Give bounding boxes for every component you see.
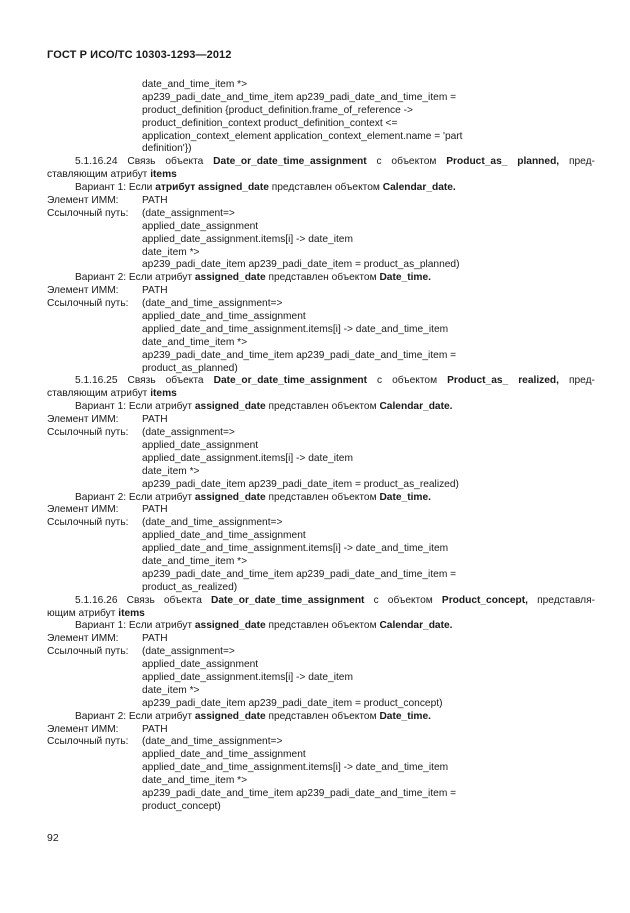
- heading-text: Связь объекта: [127, 375, 204, 387]
- attribute-name: assigned_date: [194, 710, 266, 722]
- heading-text: ставляющим атрибут: [47, 388, 148, 400]
- path-label: Ссылочный путь:: [47, 646, 129, 658]
- variant-text: представлен объектом: [268, 710, 377, 722]
- path-line: applied_date_and_time_assignment: [142, 530, 306, 542]
- mapping-sections: [47, 156, 595, 813]
- section-number: 5.1.16.26: [75, 594, 118, 606]
- attribute-name: items: [150, 169, 177, 181]
- object-name: Calendar_date.: [379, 620, 453, 632]
- attribute-name: assigned_date: [198, 182, 269, 194]
- variant-text: Вариант 1: Если атрибут: [75, 401, 193, 413]
- element-value: PATH: [142, 285, 168, 297]
- path-line: (date_assignment=>: [142, 207, 235, 219]
- document-body: [47, 79, 595, 814]
- heading-text: ставляющим атрибут: [47, 169, 148, 181]
- heading-text: с объектом: [377, 375, 438, 387]
- path-line: applied_date_and_time_assignment.items[i] -> date_and_time_item: [142, 543, 449, 555]
- attribute-name: assigned_date: [194, 491, 266, 503]
- variant-line: [47, 182, 595, 195]
- path-row: [47, 427, 595, 440]
- path-line: date_and_time_item *>: [142, 555, 248, 567]
- attribute-name: items: [150, 388, 177, 400]
- section-number: 5.1.16.24: [75, 156, 118, 168]
- path-row: [47, 208, 595, 221]
- path-row: [47, 517, 595, 530]
- path-label: Ссылочный путь:: [47, 427, 129, 439]
- path-line: ap239_padi_date_and_time_item ap239_padi_date_and_time_item =: [142, 568, 457, 580]
- path-line: date_item *>: [142, 465, 200, 477]
- section-heading-cont: [47, 388, 595, 401]
- element-row: [47, 414, 595, 427]
- path-line: date_and_time_item *>: [142, 775, 248, 787]
- attribute-name: assigned_date: [194, 272, 266, 284]
- element-row: [47, 195, 595, 208]
- object-name: Date_time.: [379, 710, 431, 722]
- element-label: Элемент ИММ:: [47, 285, 119, 297]
- attribute-name: assigned_date: [194, 620, 266, 632]
- section-heading: [47, 375, 595, 388]
- path-label: Ссылочный путь:: [47, 736, 129, 748]
- path-label: Ссылочный путь:: [47, 517, 129, 529]
- path-line: applied_date_and_time_assignment: [142, 749, 306, 761]
- heading-text: представля-: [537, 594, 595, 606]
- path-label: Ссылочный путь:: [47, 207, 129, 219]
- path-line: applied_date_and_time_assignment: [142, 311, 306, 323]
- path-line: applied_date_and_time_assignment.items[i] -> date_and_time_item: [142, 762, 449, 774]
- element-label: Элемент ИММ:: [47, 723, 119, 735]
- target-entity: Product_as_ planned,: [446, 156, 560, 168]
- path-line: product_as_planned): [142, 362, 238, 374]
- path-row: [47, 298, 595, 311]
- path-line: product_as_realized): [142, 581, 238, 593]
- path-line: ap239_padi_date_item ap239_padi_date_item = product_as_realized): [142, 478, 459, 490]
- path-line: applied_date_assignment: [142, 220, 259, 232]
- section-number: 5.1.16.25: [75, 375, 118, 387]
- element-value: PATH: [142, 504, 168, 516]
- path-line: (date_and_time_assignment=>: [142, 298, 283, 310]
- object-name: Date_time.: [379, 272, 431, 284]
- path-line: date_item *>: [142, 246, 200, 258]
- section-5-1-16-24: [47, 156, 595, 375]
- path-line: product_concept): [142, 800, 221, 812]
- variant-text: Вариант 2: Если атрибут: [75, 272, 193, 284]
- path-line: date_and_time_item *>: [142, 79, 248, 90]
- section-heading-cont: [47, 169, 595, 182]
- path-line: (date_assignment=>: [142, 646, 235, 658]
- attribute-word: атрибут: [155, 182, 196, 194]
- entity-name: Date_or_date_time_assignment: [213, 156, 367, 168]
- element-label: Элемент ИММ:: [47, 633, 119, 645]
- path-line: ap239_padi_date_and_time_item ap239_padi_date_and_time_item =: [142, 91, 457, 103]
- object-name: Calendar_date.: [379, 401, 453, 413]
- variant-line: [47, 711, 595, 724]
- element-label: Элемент ИММ:: [47, 504, 119, 516]
- heading-text: с объектом: [373, 594, 433, 606]
- object-name: Date_time.: [379, 491, 431, 503]
- element-value: PATH: [142, 414, 168, 426]
- variant-text: Вариант 1: Если: [75, 182, 153, 194]
- variant-text: представлен объектом: [268, 620, 377, 632]
- section-heading-cont: [47, 608, 595, 621]
- path-line: applied_date_assignment.items[i] -> date_item: [142, 233, 353, 245]
- heading-text: ющим атрибут: [47, 607, 116, 619]
- variant-text: представлен объектом: [271, 182, 380, 194]
- path-label: Ссылочный путь:: [47, 298, 129, 310]
- path-line: applied_date_assignment: [142, 439, 259, 451]
- path-line: (date_and_time_assignment=>: [142, 736, 283, 748]
- heading-text: пред-: [568, 375, 595, 387]
- path-row: [47, 736, 595, 749]
- path-line: product_definition_context product_definition_context <=: [142, 117, 398, 129]
- variant-text: Вариант 1: Если атрибут: [75, 620, 193, 632]
- element-label: Элемент ИММ:: [47, 414, 119, 426]
- path-line: product_definition {product_definition.frame_of_reference ->: [142, 104, 413, 116]
- element-row: [47, 504, 595, 517]
- path-line: applied_date_assignment: [142, 659, 259, 671]
- page-number: 92: [47, 832, 59, 844]
- attribute-name: assigned_date: [194, 401, 266, 413]
- element-row: [47, 633, 595, 646]
- path-line: ap239_padi_date_and_time_item ap239_padi_date_and_time_item =: [142, 349, 457, 361]
- section-heading: [47, 595, 595, 608]
- entity-name: Date_or_date_time_assignment: [213, 375, 368, 387]
- variant-text: представлен объектом: [268, 401, 377, 413]
- element-value: PATH: [142, 633, 168, 645]
- intro-mapping-block: [47, 79, 595, 156]
- target-entity: Product_concept,: [441, 594, 528, 606]
- variant-text: представлен объектом: [268, 272, 377, 284]
- variant-line: [47, 272, 595, 285]
- element-value: PATH: [142, 723, 168, 735]
- element-value: PATH: [142, 195, 168, 207]
- variant-text: Вариант 2: Если атрибут: [75, 491, 193, 503]
- target-entity: Product_as_ realized,: [447, 375, 559, 387]
- heading-text: пред-: [568, 156, 595, 168]
- variant-line: [47, 620, 595, 633]
- variant-line: [47, 401, 595, 414]
- path-line: ap239_padi_date_item ap239_padi_date_item = product_as_planned): [142, 259, 460, 271]
- section-heading: [47, 156, 595, 169]
- variant-line: [47, 492, 595, 505]
- variant-text: Вариант 2: Если атрибут: [75, 710, 193, 722]
- heading-text: Связь объекта: [127, 156, 204, 168]
- path-line: applied_date_assignment.items[i] -> date_item: [142, 452, 353, 464]
- path-line: application_context_element application_context_element.name = 'part: [142, 130, 463, 142]
- heading-text: с объектом: [376, 156, 437, 168]
- path-line: applied_date_assignment.items[i] -> date_item: [142, 671, 353, 683]
- path-line: (date_assignment=>: [142, 427, 235, 439]
- path-line: definition'}): [142, 143, 192, 155]
- object-name: Calendar_date.: [382, 182, 456, 194]
- section-5-1-16-25: [47, 375, 595, 594]
- element-label: Элемент ИММ:: [47, 195, 119, 207]
- heading-text: Связь объекта: [126, 594, 202, 606]
- element-row: [47, 285, 595, 298]
- path-line: ap239_padi_date_item ap239_padi_date_item = product_concept): [142, 697, 443, 709]
- entity-name: Date_or_date_time_assignment: [211, 594, 365, 606]
- variant-text: представлен объектом: [268, 491, 377, 503]
- element-row: [47, 724, 595, 737]
- section-5-1-16-26: [47, 595, 595, 814]
- path-line: applied_date_and_time_assignment.items[i] -> date_and_time_item: [142, 323, 449, 335]
- path-line: (date_and_time_assignment=>: [142, 517, 283, 529]
- path-line: date_and_time_item *>: [142, 336, 248, 348]
- document-header: ГОСТ Р ИСО/ТС 10303-1293—2012: [47, 49, 232, 61]
- path-line: ap239_padi_date_and_time_item ap239_padi_date_and_time_item =: [142, 787, 457, 799]
- path-line: date_item *>: [142, 684, 200, 696]
- attribute-name: items: [118, 607, 145, 619]
- path-row: [47, 646, 595, 659]
